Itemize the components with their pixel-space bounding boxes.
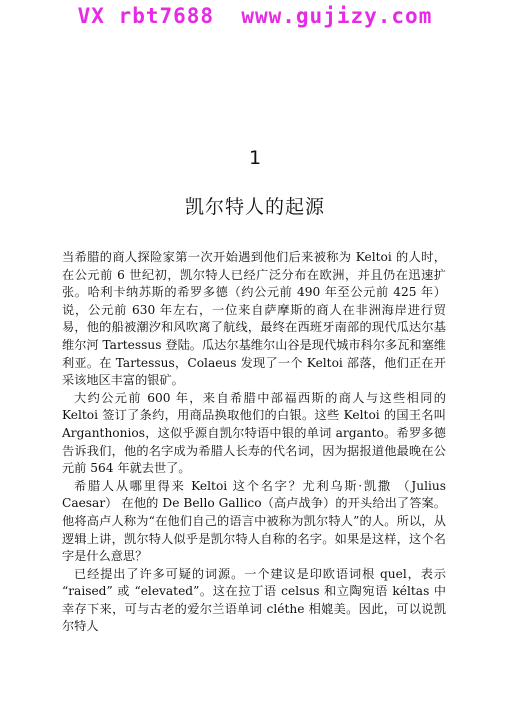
chapter-title: 凯尔特人的起源 (184, 196, 325, 218)
paragraph: 大约公元前 600 年，来自希腊中部福西斯的商人与这些相同的 Keltoi 签订了条约，用商品换取他们的白银。这些 Keltoi 的国王名叫 Arganthonios，这似乎源自凯尔特语中银的单词 arganto。希罗多德告诉我们，他的名字成为希腊人长寿的代名词，因为据报道他最晚在公元前 564 年就去世了。 (62, 390, 446, 476)
paragraph: 希腊人从哪里得来 Keltoi 这个名字？尤利乌斯·凯撒 （Julius Caesar） 在他的 De Bello Gallico（高卢战争）的开头给出了答案。他将高卢人称为“在他们自己的语言中被称为凯尔特人”的人。所以，从逻辑上讲，凯尔特人似乎是凯尔特人自称的名字。如果是这样，这个名字是什么意思？ (62, 478, 446, 564)
chapter-number: 1 (248, 147, 262, 169)
body-text (62, 249, 446, 636)
paragraph: 当希腊的商人探险家第一次开始遇到他们后来被称为 Keltoi 的人时，在公元前 6 世纪初，凯尔特人已经广泛分布在欧洲，并且仍在迅速扩张。哈利卡纳苏斯的希罗多德（约公元前 490 年至公元前 425 年）说，公元前 630 年左右，一位来自萨摩斯的商人在非洲海岸进行贸易，他的船被潮汐和风吹离了航线，最终在西班牙南部的现代瓜达尔基维尔河 Tartessus 登陆。瓜达尔基维尔山谷是现代城市科尔多瓦和塞维利亚。在 Tartessus，Colaeus 发现了一个 Keltoi 部落，他们正在开采该地区丰富的银矿。 (62, 250, 446, 388)
paragraph: 已经提出了许多可疑的词源。一个建议是印欧语词根 quel，表示 “raised” 或 “elevated”。这在拉丁语 celsus 和立陶宛语 kéltas 中幸存下来，可与古老的爱尔兰语单词 cléthe 相媲美。因此，可以说凯尔特人 (62, 566, 446, 634)
watermark-text: VX rbt7688 www.gujizy.com (77, 4, 433, 28)
